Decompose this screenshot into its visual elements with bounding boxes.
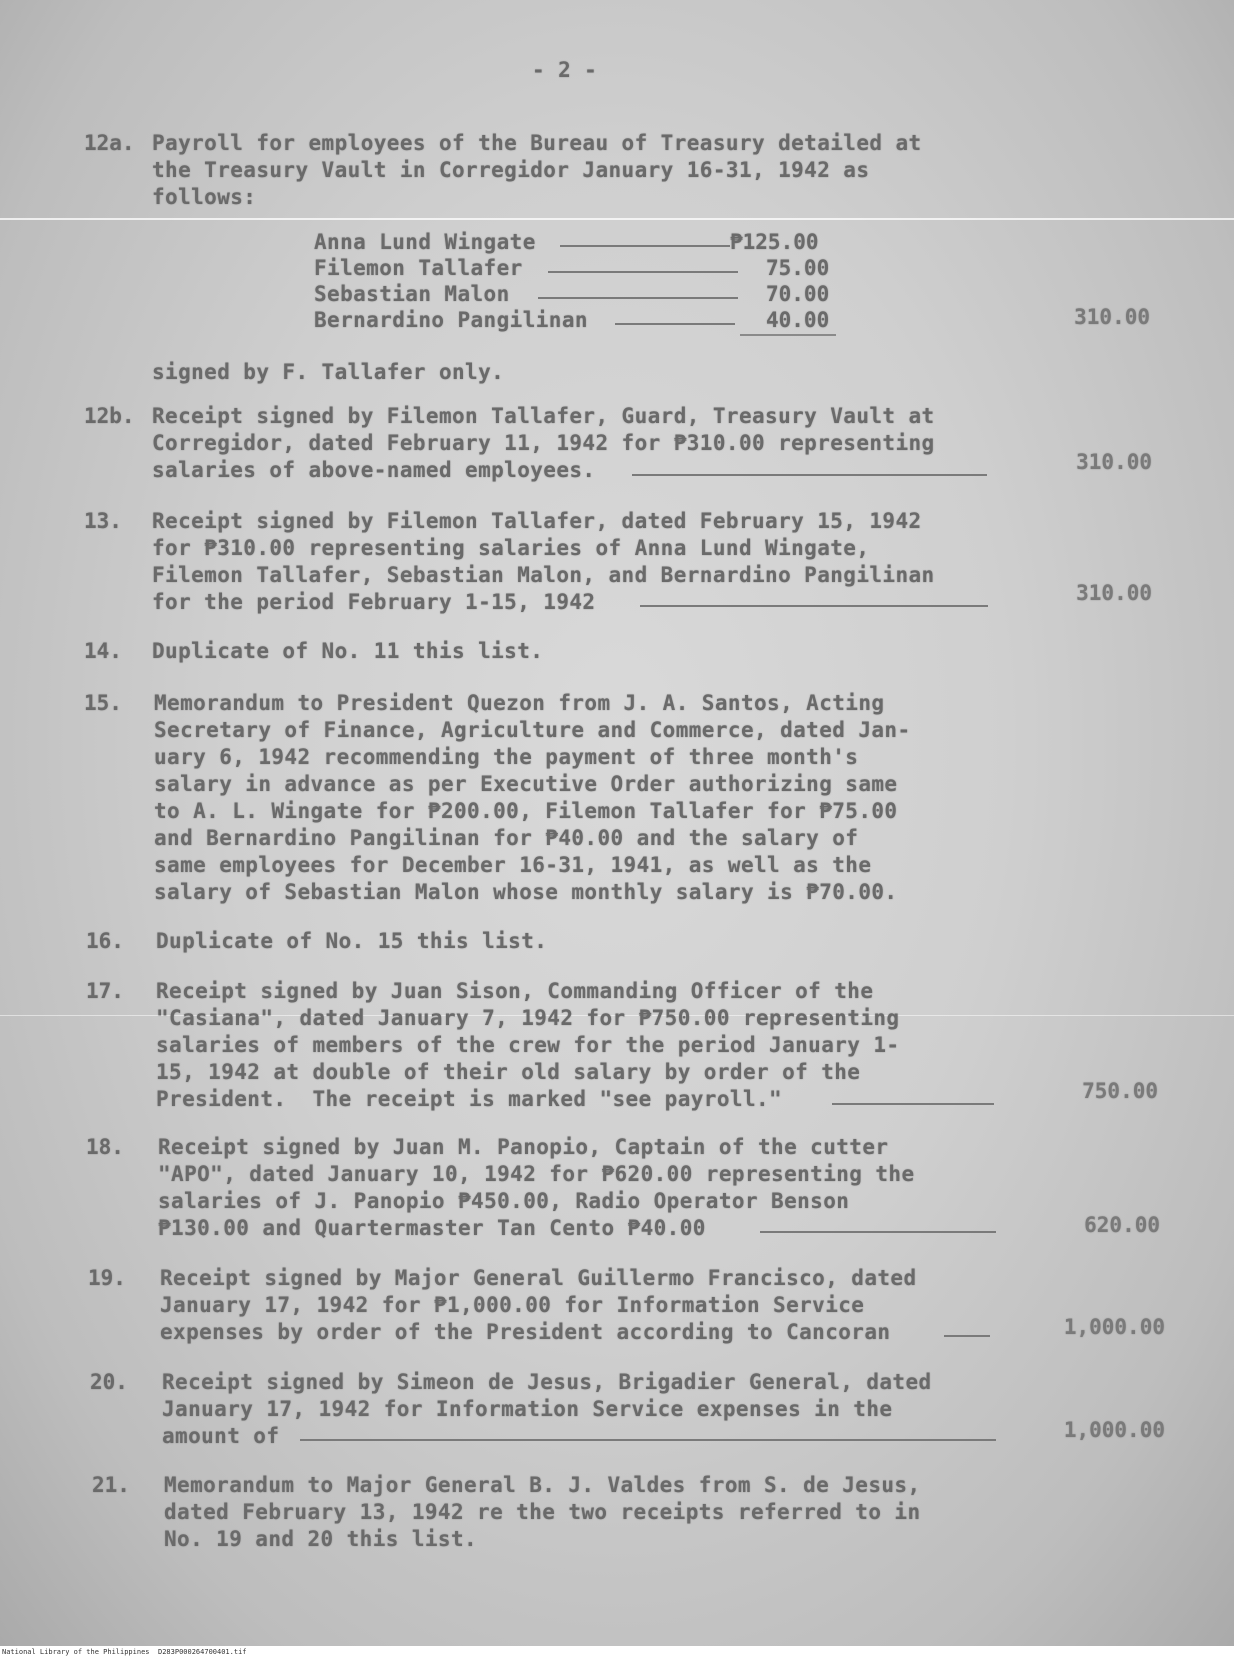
- item-line: expenses by order of the President according to Cancoran: [160, 1320, 891, 1344]
- subtotal-underline: [740, 334, 836, 336]
- item-line: Receipt signed by Filemon Tallafer, Guard, Treasury Vault at: [152, 404, 935, 428]
- item-line: for the period February 1-15, 1942: [152, 590, 596, 614]
- item-line: Receipt signed by Juan M. Panopio, Captain of the cutter: [158, 1135, 889, 1159]
- item-line: Secretary of Finance, Agriculture and Commerce, dated Jan-: [154, 718, 911, 742]
- item-line: ₱130.00 and Quartermaster Tan Cento ₱40.00: [158, 1216, 706, 1240]
- payroll-name: Anna Lund Wingate: [314, 230, 536, 254]
- item-line: No. 19 and 20 this list.: [164, 1527, 478, 1551]
- leader-line: [832, 1103, 994, 1105]
- payroll-amount: 75.00: [766, 256, 830, 280]
- item-line: salaries of J. Panopio ₱450.00, Radio Operator Benson: [158, 1189, 850, 1213]
- item-line: January 17, 1942 for ₱1,000.00 for Information Service: [160, 1293, 865, 1317]
- item-line: dated February 13, 1942 re the two receipts referred to in: [164, 1500, 921, 1524]
- item-number: 20.: [90, 1370, 128, 1394]
- leader-line: [615, 323, 735, 325]
- item-line: salary in advance as per Executive Order authorizing same: [154, 772, 898, 796]
- item-line: Receipt signed by Filemon Tallafer, dated February 15, 1942: [152, 509, 922, 533]
- payroll-name: Filemon Tallafer: [314, 256, 523, 280]
- leader-line: [760, 1231, 996, 1233]
- page-number: - 2 -: [532, 58, 598, 82]
- item-amount: 310.00: [1076, 581, 1152, 605]
- item-line: salary of Sebastian Malon whose monthly salary is ₱70.00.: [154, 880, 898, 904]
- payroll-amount: 70.00: [766, 282, 830, 306]
- item-line: "Casiana", dated January 7, 1942 for ₱750.00 representing: [156, 1006, 900, 1030]
- leader-line: [538, 297, 738, 299]
- item-line: follows:: [152, 185, 257, 209]
- item-number: 19.: [88, 1266, 126, 1290]
- item-line: uary 6, 1942 recommending the payment of three month's: [154, 745, 859, 769]
- leader-line: [548, 271, 738, 273]
- item-amount: 620.00: [1084, 1213, 1160, 1237]
- item-line: January 17, 1942 for Information Service expenses in the: [162, 1397, 893, 1421]
- item-number: 15.: [84, 691, 122, 715]
- item-line: Memorandum to Major General B. J. Valdes from S. de Jesus,: [164, 1473, 921, 1497]
- item-number: 14.: [84, 639, 122, 663]
- payroll-amount: 40.00: [766, 308, 830, 332]
- item-line: and Bernardino Pangilinan for ₱40.00 and the salary of: [154, 826, 859, 850]
- item-line: Corregidor, dated February 11, 1942 for ₱310.00 representing: [152, 431, 935, 455]
- item-line: amount of: [162, 1424, 280, 1448]
- item-number: 12b.: [84, 404, 135, 428]
- item-line: Duplicate of No. 15 this list.: [156, 929, 548, 953]
- item-line: Receipt signed by Simeon de Jesus, Brigadier General, dated: [162, 1370, 932, 1394]
- item-number: 18.: [86, 1135, 124, 1159]
- leader-line: [560, 245, 730, 247]
- leader-line: [944, 1335, 990, 1337]
- leader-line: [640, 605, 988, 607]
- item-line: 15, 1942 at double of their old salary by order of the: [156, 1060, 861, 1084]
- item-amount: 1,000.00: [1063, 1315, 1165, 1339]
- leader-line: [632, 474, 987, 476]
- item-number: 16.: [86, 929, 124, 953]
- item-line: same employees for December 16-31, 1941, as well as the: [154, 853, 872, 877]
- scan-footer: [0, 1646, 1234, 1658]
- scan-artifact-line: [0, 218, 1234, 220]
- item-number: 13.: [84, 509, 122, 533]
- item-amount: 310.00: [1076, 450, 1152, 474]
- item-amount: 1,000.00: [1063, 1418, 1165, 1442]
- item-line: salaries of above-named employees.: [152, 458, 596, 482]
- item-line: to A. L. Wingate for ₱200.00, Filemon Tallafer for ₱75.00: [154, 799, 898, 823]
- footer-library: National Library of the Philippines: [2, 1648, 150, 1656]
- payroll-name: Bernardino Pangilinan: [314, 308, 588, 332]
- payroll-name: Sebastian Malon: [314, 282, 510, 306]
- item-line: Memorandum to President Quezon from J. A. Santos, Acting: [154, 691, 885, 715]
- item-line: President. The receipt is marked "see payroll.": [156, 1087, 783, 1111]
- item-line: the Treasury Vault in Corregidor January 16-31, 1942 as: [152, 158, 870, 182]
- item-line: Duplicate of No. 11 this list.: [152, 639, 544, 663]
- item-number: 21.: [92, 1473, 130, 1497]
- item-number: 17.: [86, 979, 124, 1003]
- item-line: for ₱310.00 representing salaries of Anna Lund Wingate,: [152, 536, 870, 560]
- item-note: signed by F. Tallafer only.: [152, 360, 505, 384]
- item-number: 12a.: [84, 131, 135, 155]
- item-line: "APO", dated January 10, 1942 for ₱620.00 representing the: [158, 1162, 915, 1186]
- item-amount: 750.00: [1082, 1079, 1158, 1103]
- item-line: Filemon Tallafer, Sebastian Malon, and Bernardino Pangilinan: [152, 563, 935, 587]
- item-line: Receipt signed by Major General Guillermo Francisco, dated: [160, 1266, 917, 1290]
- item-line: Receipt signed by Juan Sison, Commanding Officer of the: [156, 979, 874, 1003]
- item-line: Payroll for employees of the Bureau of Treasury detailed at: [152, 131, 922, 155]
- leader-line: [300, 1439, 996, 1441]
- footer-file: D283P000264700401.tif: [158, 1648, 247, 1656]
- item-line: salaries of members of the crew for the period January 1-: [156, 1033, 900, 1057]
- item-total: 310.00: [1074, 305, 1150, 329]
- payroll-amount: ₱125.00: [730, 230, 819, 254]
